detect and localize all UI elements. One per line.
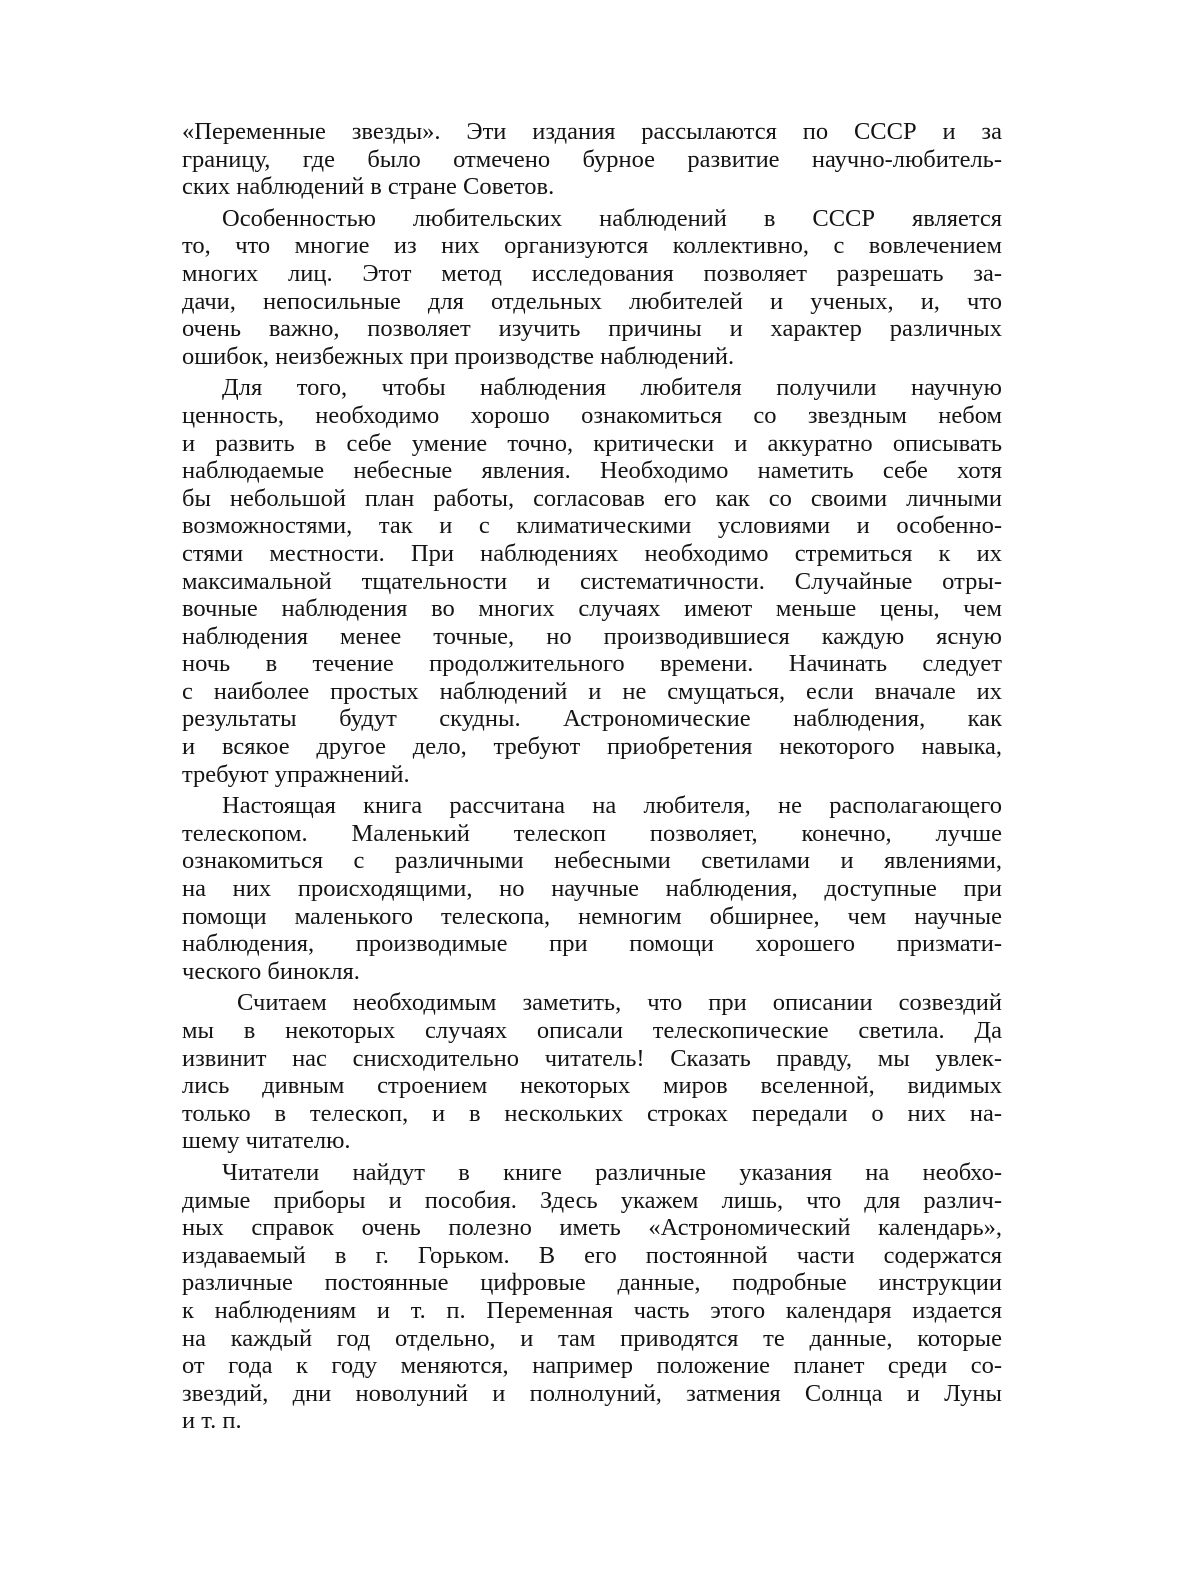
paragraph xyxy=(182,118,1002,201)
text-line: с наиболее простых наблюдений и не смущаться, если вначале их xyxy=(182,677,1002,705)
paragraph xyxy=(182,205,1002,371)
text-line: ошибок, неизбежных при производстве наблюдений. xyxy=(182,342,735,370)
text-line: Особенностью любительских наблюдений в СССР является xyxy=(222,204,1002,232)
body-text xyxy=(182,118,1002,1439)
text-line: телескопом. Маленький телескоп позволяет, конечно, лучше xyxy=(182,819,1002,847)
text-line: Настоящая книга рассчитана на любителя, не располагающего xyxy=(222,792,1002,820)
text-line: очень важно, позволяет изучить причины и характер различных xyxy=(182,315,1002,343)
text-line: димые приборы и пособия. Здесь укажем лишь, что для различ- xyxy=(182,1186,1002,1214)
text-line: бы небольшой план работы, согласовав его как со своими личными xyxy=(182,484,1002,512)
text-line: только в телескоп, и в нескольких строках передали о них на- xyxy=(182,1099,1002,1127)
text-line: и всякое другое дело, требуют приобретения некоторого навыка, xyxy=(182,733,1002,761)
text-line: лись дивным строением некоторых миров вселенной, видимых xyxy=(182,1072,1002,1100)
paragraph xyxy=(182,374,1002,788)
paragraph xyxy=(182,1159,1002,1435)
text-line: ценность, необходимо хорошо ознакомиться со звездным небом xyxy=(182,401,1002,429)
text-line: требуют упражнений. xyxy=(182,760,410,788)
text-line: различные постоянные цифровые данные, подробные инструкции xyxy=(182,1269,1002,1297)
text-line: на них происходящими, но научные наблюдения, доступные при xyxy=(182,875,1002,903)
text-line: ских наблюдений в стране Советов. xyxy=(182,173,555,201)
text-line: Читатели найдут в книге различные указания на необхо- xyxy=(222,1158,1002,1186)
text-line: возможностями, так и с климатическими условиями и особенно- xyxy=(182,512,1002,540)
text-line: ознакомиться с различными небесными светилами и явлениями, xyxy=(182,847,1002,875)
text-line: и развить в себе умение точно, критически и аккуратно описывать xyxy=(182,429,1002,457)
text-line: извинит нас снисходительно читатель! Сказать правду, мы увлек- xyxy=(182,1044,1002,1072)
paragraph xyxy=(182,792,1002,985)
text-line: издаваемый в г. Горьком. В его постоянной части содержатся xyxy=(182,1241,1002,1269)
text-line: звездий, дни новолуний и полнолуний, затмения Солнца и Луны xyxy=(182,1379,1002,1407)
text-line: то, что многие из них организуются коллективно, с вовлечением xyxy=(182,232,1002,260)
text-line: стями местности. При наблюдениях необходимо стремиться к их xyxy=(182,539,1002,567)
text-line: ных справок очень полезно иметь «Астрономический календарь», xyxy=(182,1214,1002,1242)
text-line: и т. п. xyxy=(182,1407,242,1435)
text-line: вочные наблюдения во многих случаях имеют меньше цены, чем xyxy=(182,595,1002,623)
text-line: от года к году меняются, например положение планет среди со- xyxy=(182,1352,1002,1380)
text-line: помощи маленького телескопа, немногим обширнее, чем научные xyxy=(182,902,1002,930)
text-line: многих лиц. Этот метод исследования позволяет разрешать за- xyxy=(182,259,1002,287)
text-line: на каждый год отдельно, и там приводятся те данные, которые xyxy=(182,1324,1002,1352)
text-line: максимальной тщательности и систематичности. Случайные отры- xyxy=(182,567,1002,595)
text-line: наблюдаемые небесные явления. Необходимо наметить себе хотя xyxy=(182,457,1002,485)
text-line: дачи, непосильные для отдельных любителей и ученых, и, что xyxy=(182,287,1002,315)
text-line: наблюдения, производимые при помощи хорошего призмати- xyxy=(182,930,1002,958)
text-line: наблюдения менее точные, но производившиеся каждую ясную xyxy=(182,622,1002,650)
text-line: ночь в течение продолжительного времени. Начинать следует xyxy=(182,650,1002,678)
text-line: шему читателю. xyxy=(182,1127,351,1155)
text-line: «Переменные звезды». Эти издания рассылаются по СССР и за xyxy=(182,118,1002,145)
text-line: Для того, чтобы наблюдения любителя получили научную xyxy=(222,374,1002,402)
text-line: мы в некоторых случаях описали телескопические светила. Да xyxy=(182,1017,1002,1044)
text-line: результаты будут скудны. Астрономические наблюдения, как xyxy=(182,705,1002,733)
text-line: границу, где было отмечено бурное развитие научно-любитель- xyxy=(182,145,1002,173)
paragraph xyxy=(182,989,1002,1155)
text-line: ческого бинокля. xyxy=(182,957,360,985)
text-line: Считаем необходимым заметить, что при описании созвездий xyxy=(237,989,1002,1017)
text-line: к наблюдениям и т. п. Переменная часть этого календаря издается xyxy=(182,1296,1002,1324)
